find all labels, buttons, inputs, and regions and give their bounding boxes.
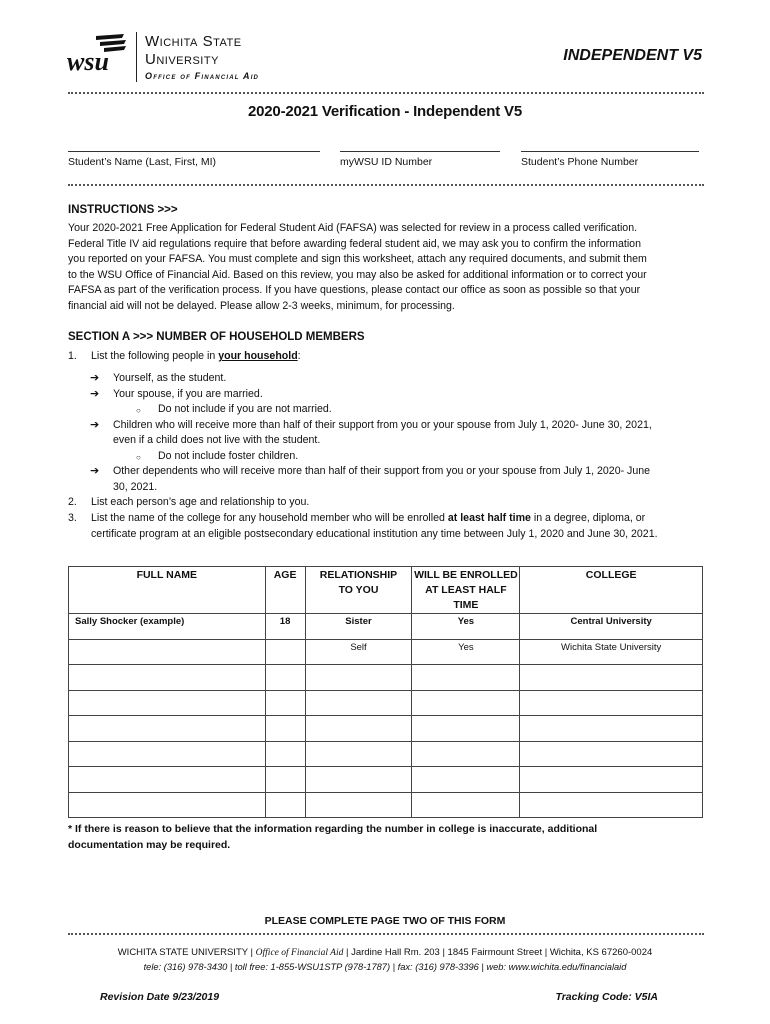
- arrow-icon: ➔: [90, 465, 100, 477]
- cell[interactable]: [520, 690, 703, 716]
- list-item: List the name of the college for any household member who will be enrolled at least half time in a degree, diploma, or: [91, 512, 646, 524]
- cell[interactable]: Wichita State University: [520, 639, 703, 665]
- cell[interactable]: [265, 741, 305, 767]
- list-item: certificate program at an eligible postsecondary educational institution any time between July 1, 2020 and June 30, 2021.: [91, 528, 658, 540]
- arrow-icon: ➔: [90, 419, 100, 431]
- list-item: even if a child does not live with the student.: [113, 434, 321, 446]
- student-name-label: Student’s Name (Last, First, MI): [68, 156, 217, 168]
- cell[interactable]: [412, 716, 520, 742]
- cell[interactable]: [265, 792, 305, 818]
- phone-field[interactable]: [521, 151, 699, 152]
- list-item: Your spouse, if you are married.: [113, 388, 263, 400]
- list-item: Do not include foster children.: [158, 450, 299, 462]
- cell[interactable]: [69, 639, 266, 665]
- cell[interactable]: Yes: [412, 639, 520, 665]
- cell[interactable]: [412, 767, 520, 793]
- instructions-line: to the WSU Office of Financial Aid. Based on this review, you may also be asked for additional information or to correct your: [68, 268, 647, 281]
- arrow-icon: ➔: [90, 372, 100, 384]
- cell[interactable]: [265, 767, 305, 793]
- col-header-enrolled: WILL BE ENROLLED AT LEAST HALF TIME: [412, 567, 520, 614]
- cell: 18: [265, 614, 305, 640]
- cell[interactable]: [412, 690, 520, 716]
- cell[interactable]: [520, 767, 703, 793]
- household-table: [68, 566, 703, 818]
- list-item: Do not include if you are not married.: [158, 403, 332, 415]
- table-row: [69, 639, 703, 665]
- footnote: * If there is reason to believe that the information regarding the number in college is inaccurate, additional documentation may be required.: [68, 823, 598, 851]
- wsu-id-label: myWSU ID Number: [340, 156, 433, 168]
- instructions-text: [68, 221, 704, 315]
- arrow-icon: ➔: [90, 388, 100, 400]
- footer-address: WICHITA STATE UNIVERSITY | Office of Financial Aid | Jardine Hall Rm. 203 | 1845 Fairmount Street | Wichita, KS 67260-0024: [117, 947, 653, 958]
- cell[interactable]: Self: [305, 639, 412, 665]
- cell[interactable]: [265, 665, 305, 691]
- table-header-row: [69, 567, 703, 614]
- table-row: [69, 665, 703, 691]
- cell[interactable]: [305, 665, 412, 691]
- circle-bullet-icon: ○: [136, 406, 141, 415]
- table-row: [69, 792, 703, 818]
- col-header-college: COLLEGE: [520, 567, 703, 614]
- cell[interactable]: [305, 716, 412, 742]
- list-item: Other dependents who will receive more than half of their support from you or your spouse from July 1, 2020- June: [113, 465, 651, 477]
- table-row: [69, 716, 703, 742]
- cell[interactable]: [412, 792, 520, 818]
- cell[interactable]: [520, 716, 703, 742]
- list-item: List the following people in your household:: [91, 350, 301, 362]
- cell[interactable]: [305, 741, 412, 767]
- list-item: Yourself, as the student.: [113, 372, 227, 384]
- header-divider: [136, 32, 137, 82]
- list-item: List each person’s age and relationship to you.: [91, 496, 310, 508]
- cell[interactable]: [265, 690, 305, 716]
- list-number: 3.: [68, 512, 77, 524]
- cell[interactable]: [305, 792, 412, 818]
- cell[interactable]: [520, 665, 703, 691]
- page-title: 2020-2021 Verification - Independent V5: [248, 103, 522, 120]
- list-item: Children who will receive more than half of their support from you or your spouse from July 1, 2020- June 30, 2021,: [113, 419, 652, 431]
- col-header-full-name: FULL NAME: [69, 567, 266, 614]
- cell: Central University: [520, 614, 703, 640]
- instructions-line: you reported on your FAFSA. You must complete and sign this worksheet, attach any required documents, and submit them: [68, 253, 647, 266]
- cell: Sister: [305, 614, 412, 640]
- table-row: [69, 690, 703, 716]
- list-item: 30, 2021.: [113, 481, 158, 493]
- instructions-line: FAFSA as part of the verification process. If you have questions, please contact our office as soon as possible so that your: [68, 284, 641, 297]
- section-a-heading: SECTION A >>> NUMBER OF HOUSEHOLD MEMBERS: [68, 331, 365, 343]
- cell[interactable]: [69, 690, 266, 716]
- phone-label: Student’s Phone Number: [521, 156, 639, 168]
- cell[interactable]: [412, 741, 520, 767]
- instructions-line: financial aid will not be delayed. Please allow 2-3 weeks, minimum, for processing.: [68, 299, 455, 312]
- table-row: [69, 767, 703, 793]
- divider: [68, 184, 704, 186]
- instructions-line: Your 2020-2021 Free Application for Federal Student Aid (FAFSA) was selected for review in a process called verification.: [68, 222, 638, 234]
- university-name-line1: Wichita State: [145, 33, 242, 50]
- student-name-field[interactable]: [68, 151, 320, 152]
- tracking-code: Tracking Code: V5IA: [555, 991, 658, 1003]
- col-header-age: AGE: [265, 567, 305, 614]
- wsu-id-field[interactable]: [340, 151, 500, 152]
- cell: Sally Shocker (example): [69, 614, 266, 640]
- cell[interactable]: [520, 792, 703, 818]
- cell[interactable]: [69, 767, 266, 793]
- list-number: 1.: [68, 350, 77, 362]
- divider: [68, 933, 704, 935]
- form-version: INDEPENDENT V5: [563, 47, 702, 64]
- instructions-heading: INSTRUCTIONS >>>: [68, 204, 178, 216]
- footer-contact: tele: (316) 978-3430 | toll free: 1-855-WSU1STP (978-1787) | fax: (316) 978-3396 | web: www.wichita.edu/financialaid: [143, 962, 627, 972]
- cell[interactable]: [69, 741, 266, 767]
- divider: [68, 92, 704, 94]
- complete-page-two-notice: PLEASE COMPLETE PAGE TWO OF THIS FORM: [264, 915, 506, 927]
- wsu-logo: [66, 30, 128, 76]
- cell[interactable]: [412, 665, 520, 691]
- office-name: Office of Financial Aid: [145, 71, 260, 81]
- instructions-line: Federal Title IV aid regulations require that before awarding federal student aid, we may ask you to confirm the information: [68, 237, 641, 250]
- revision-date: Revision Date 9/23/2019: [100, 991, 220, 1003]
- cell[interactable]: [265, 716, 305, 742]
- logo-text: wsu: [67, 47, 109, 76]
- university-name-line2: University: [145, 51, 219, 68]
- cell[interactable]: [69, 792, 266, 818]
- cell[interactable]: [305, 767, 412, 793]
- table-row: [69, 741, 703, 767]
- cell[interactable]: [69, 716, 266, 742]
- cell[interactable]: [305, 690, 412, 716]
- cell[interactable]: [69, 665, 266, 691]
- table-row-example: [69, 614, 703, 640]
- cell: Yes: [412, 614, 520, 640]
- circle-bullet-icon: ○: [136, 453, 141, 462]
- col-header-relationship: RELATIONSHIP TO YOU: [305, 567, 412, 614]
- cell[interactable]: [520, 741, 703, 767]
- list-number: 2.: [68, 496, 77, 508]
- cell[interactable]: [265, 639, 305, 665]
